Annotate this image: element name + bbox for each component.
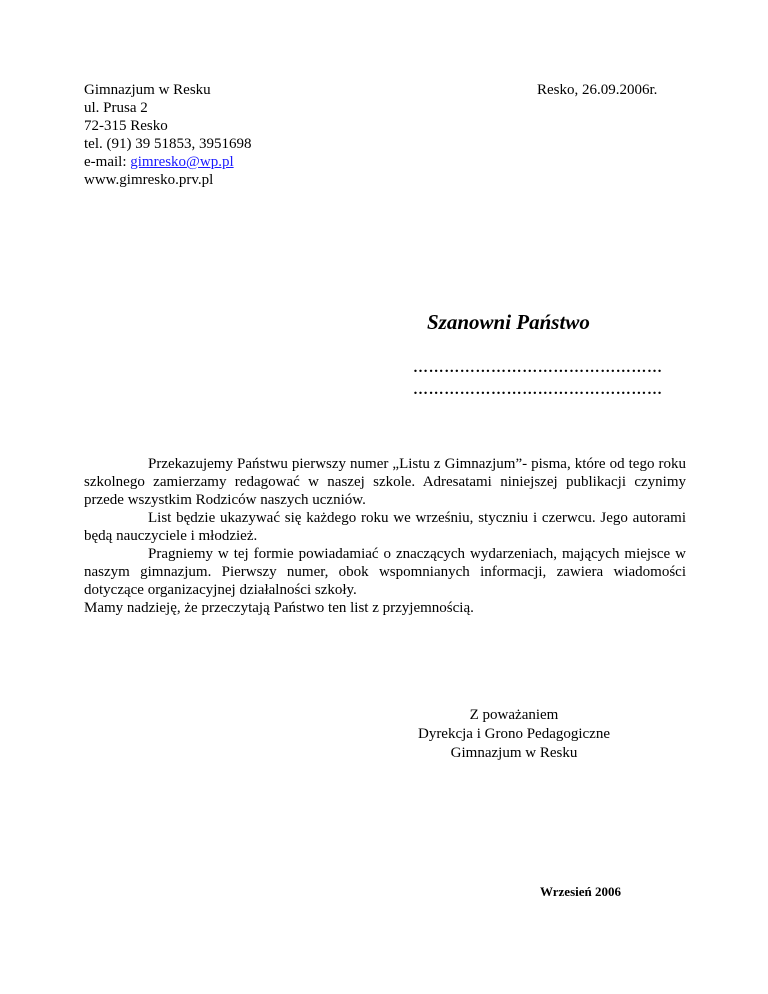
sender-postal: 72-315 Resko [84, 118, 168, 134]
sender-name: Gimnazjum w Resku [84, 82, 211, 98]
body-paragraph-3: Pragniemy w tej formie powiadamiać o znaczących wydarzeniach, mających miejsce w naszym gimnazjum. Pierwszy numer, obok wspomnianych informacji, zawiera wiadomości dotyczące organizacyjnej działalności szkoły. [84, 546, 686, 598]
signature-block [392, 706, 636, 763]
sender-address-block [84, 81, 251, 189]
recipient-blank-line-1: ………………………………………… [413, 360, 663, 376]
body-paragraph-1: Przekazujemy Państwu pierwszy numer „Listu z Gimnazjum”- pisma, które od tego roku szkolnego zamierzamy redagować w naszej szkole. Adresatami niniejszej publikacji czynimy przede wszystkim Rodziców naszych uczniów. [84, 456, 686, 508]
signature-signatory: Dyrekcja i Grono Pedagogiczne [417, 726, 610, 742]
footer-date: Wrzesień 2006 [540, 884, 621, 899]
body-paragraph-2: List będzie ukazywać się każdego roku we wrześniu, styczniu i czerwcu. Jego autorami będą nauczyciele i młodzież. [84, 510, 686, 544]
recipient-blank-line-2: ………………………………………… [413, 382, 663, 398]
letter-body [84, 455, 686, 617]
sender-email-link[interactable]: gimresko@wp.pl [130, 154, 234, 170]
sender-street: ul. Prusa 2 [84, 100, 148, 116]
signature-closing: Z poważaniem [469, 707, 559, 723]
greeting: Szanowni Państwo [427, 310, 590, 334]
sender-phone: tel. (91) 39 51853, 3951698 [84, 136, 252, 152]
sender-website: www.gimresko.prv.pl [84, 172, 214, 188]
sender-email-line [84, 153, 251, 171]
place-date: Resko, 26.09.2006r. [537, 82, 658, 98]
signature-school: Gimnazjum w Resku [450, 745, 578, 761]
body-paragraph-4: Mamy nadzieję, że przeczytają Państwo ten list z przyjemnością. [84, 600, 474, 616]
sender-email-label: e-mail: [84, 154, 131, 170]
